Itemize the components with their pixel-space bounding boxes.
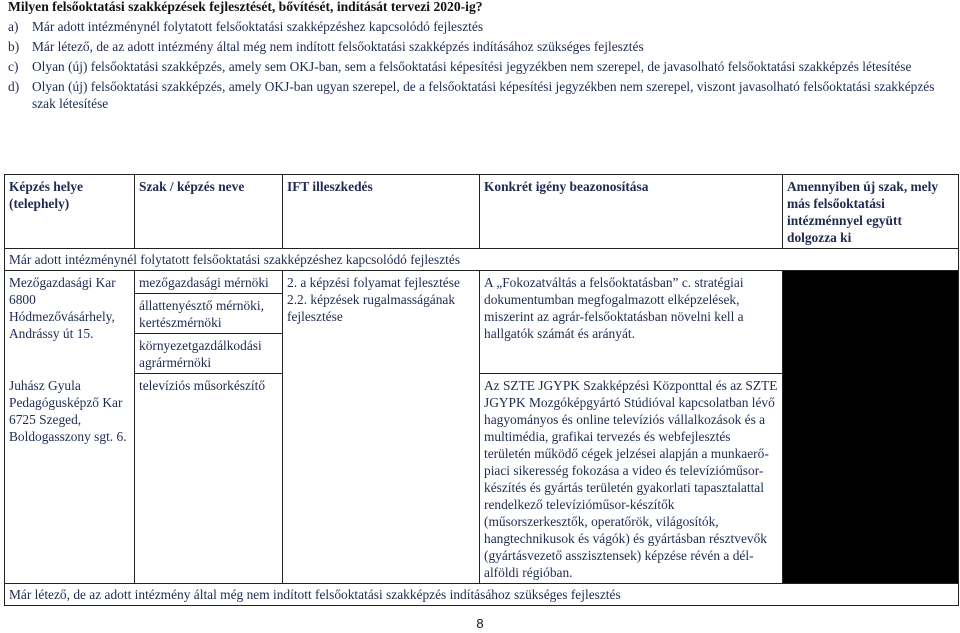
location-line: Boldogasszony sgt. 6. bbox=[9, 428, 127, 444]
course-cell: környezetgazdálkodási agrármérnöki bbox=[135, 334, 283, 374]
option-c bbox=[8, 58, 948, 75]
location-line: Andrássy út 15. bbox=[9, 326, 94, 341]
option-label: b) bbox=[8, 39, 20, 54]
location-line: Pedagógusképző Kar bbox=[9, 394, 123, 410]
option-text: Már adott intézménynél folytatott felsőoktatási szakképzéshez kapcsolódó fejlesztés bbox=[32, 19, 484, 34]
option-label: d) bbox=[8, 79, 20, 94]
course-cell: mezőgazdasági mérnöki bbox=[135, 271, 283, 294]
location-line: 6800 bbox=[9, 292, 36, 307]
course-cell: állattenyésztő mérnöki, kertészmérnöki bbox=[135, 294, 283, 334]
options-list bbox=[8, 18, 948, 115]
need-cell: Az SZTE JGYPK Szakképzési Központtal és az SZTE JGYPK Mozgóképgyártó Stúdióval kapcsolatban lévő hagyományos és online televíziós vállalkozások és a multimédia, grafikai tervezés és webfejlesztés területén működő cégek jelzései alapján a munkaerő-piaci sikeresség fokozása a video és televízióműsor-készítés és gyártás területén gyakorlati tapasztalattal rendelkező televízióműsor-készítők (műsorszerkesztők, operatőrök, világosítók, hangtechnikusok és vágók) és gyártásban résztvevők (gyártásvezető asszisztensek) képzése révén a dél-alföldi régióban. bbox=[480, 374, 783, 584]
option-text: Már létező, de az adott intézmény által még nem indított felsőoktatási szakképzés indításához szükséges fejlesztés bbox=[32, 39, 644, 54]
option-b bbox=[8, 38, 948, 55]
location-line: 6725 Szeged, bbox=[9, 411, 82, 427]
ift-cell-empty bbox=[283, 374, 480, 584]
header-partner: Amennyiben új szak, mely más felsőoktatási intézménnyel együtt dolgozza ki bbox=[783, 175, 959, 249]
partner-cell-redacted bbox=[783, 271, 959, 584]
ift-line: 2.2. képzések rugalmasságának fejlesztése bbox=[287, 292, 456, 324]
page-title: Milyen felsőoktatási szakképzések fejlesztését, bővítését, indítását tervezi 2020-ig? bbox=[8, 0, 483, 14]
need-cell: A „Fokozatváltás a felsőoktatásban” c. stratégiai dokumentumban megfogalmazott elképzelések, miszerint az agrár-felsőoktatásban növelni kell a hallgatók számát és arányát. bbox=[480, 271, 783, 374]
training-table bbox=[4, 174, 958, 606]
option-d bbox=[8, 78, 948, 112]
location-cell-agri bbox=[5, 271, 135, 374]
option-label: c) bbox=[8, 59, 19, 74]
location-line: Mezőgazdasági Kar bbox=[9, 275, 116, 290]
option-text: Olyan (új) felsőoktatási szakképzés, amely sem OKJ-ban, sem a felsőoktatási képesítési jegyzékben nem szerepel, de javasolható felsőoktatási szakképzés létesítése bbox=[32, 59, 912, 74]
section-b-label: Már létező, de az adott intézmény által még nem indított felsőoktatási szakképzés indításához szükséges fejlesztés bbox=[5, 584, 959, 606]
location-line: Hódmezővásárhely, bbox=[9, 309, 115, 324]
page-number: 8 bbox=[476, 616, 484, 631]
section-row-a bbox=[5, 249, 959, 271]
ift-line: 2. a képzési folyamat fejlesztése bbox=[287, 275, 460, 290]
location-cell-jgypk bbox=[5, 374, 135, 584]
section-a-label: Már adott intézménynél folytatott felsőoktatási szakképzéshez kapcsolódó fejlesztés bbox=[5, 249, 959, 271]
option-text: Olyan (új) felsőoktatási szakképzés, amely OKJ-ban ugyan szerepel, de a felsőoktatási képesítési jegyzékben nem szerepel, viszont javasolható felsőoktatási szakképzés szak létesítése bbox=[32, 79, 935, 111]
option-label: a) bbox=[8, 19, 19, 34]
header-location: Képzés helye (telephely) bbox=[5, 175, 135, 249]
section-row-b bbox=[5, 584, 959, 606]
option-a bbox=[8, 18, 948, 35]
table-row bbox=[5, 271, 959, 294]
header-ift: IFT illeszkedés bbox=[283, 175, 480, 249]
course-cell: televíziós műsorkészítő bbox=[135, 374, 283, 584]
header-course: Szak / képzés neve bbox=[135, 175, 283, 249]
ift-cell bbox=[283, 271, 480, 374]
table-header-row bbox=[5, 175, 959, 249]
location-line: Juhász Gyula bbox=[9, 377, 81, 393]
header-need: Konkrét igény beazonosítása bbox=[480, 175, 783, 249]
